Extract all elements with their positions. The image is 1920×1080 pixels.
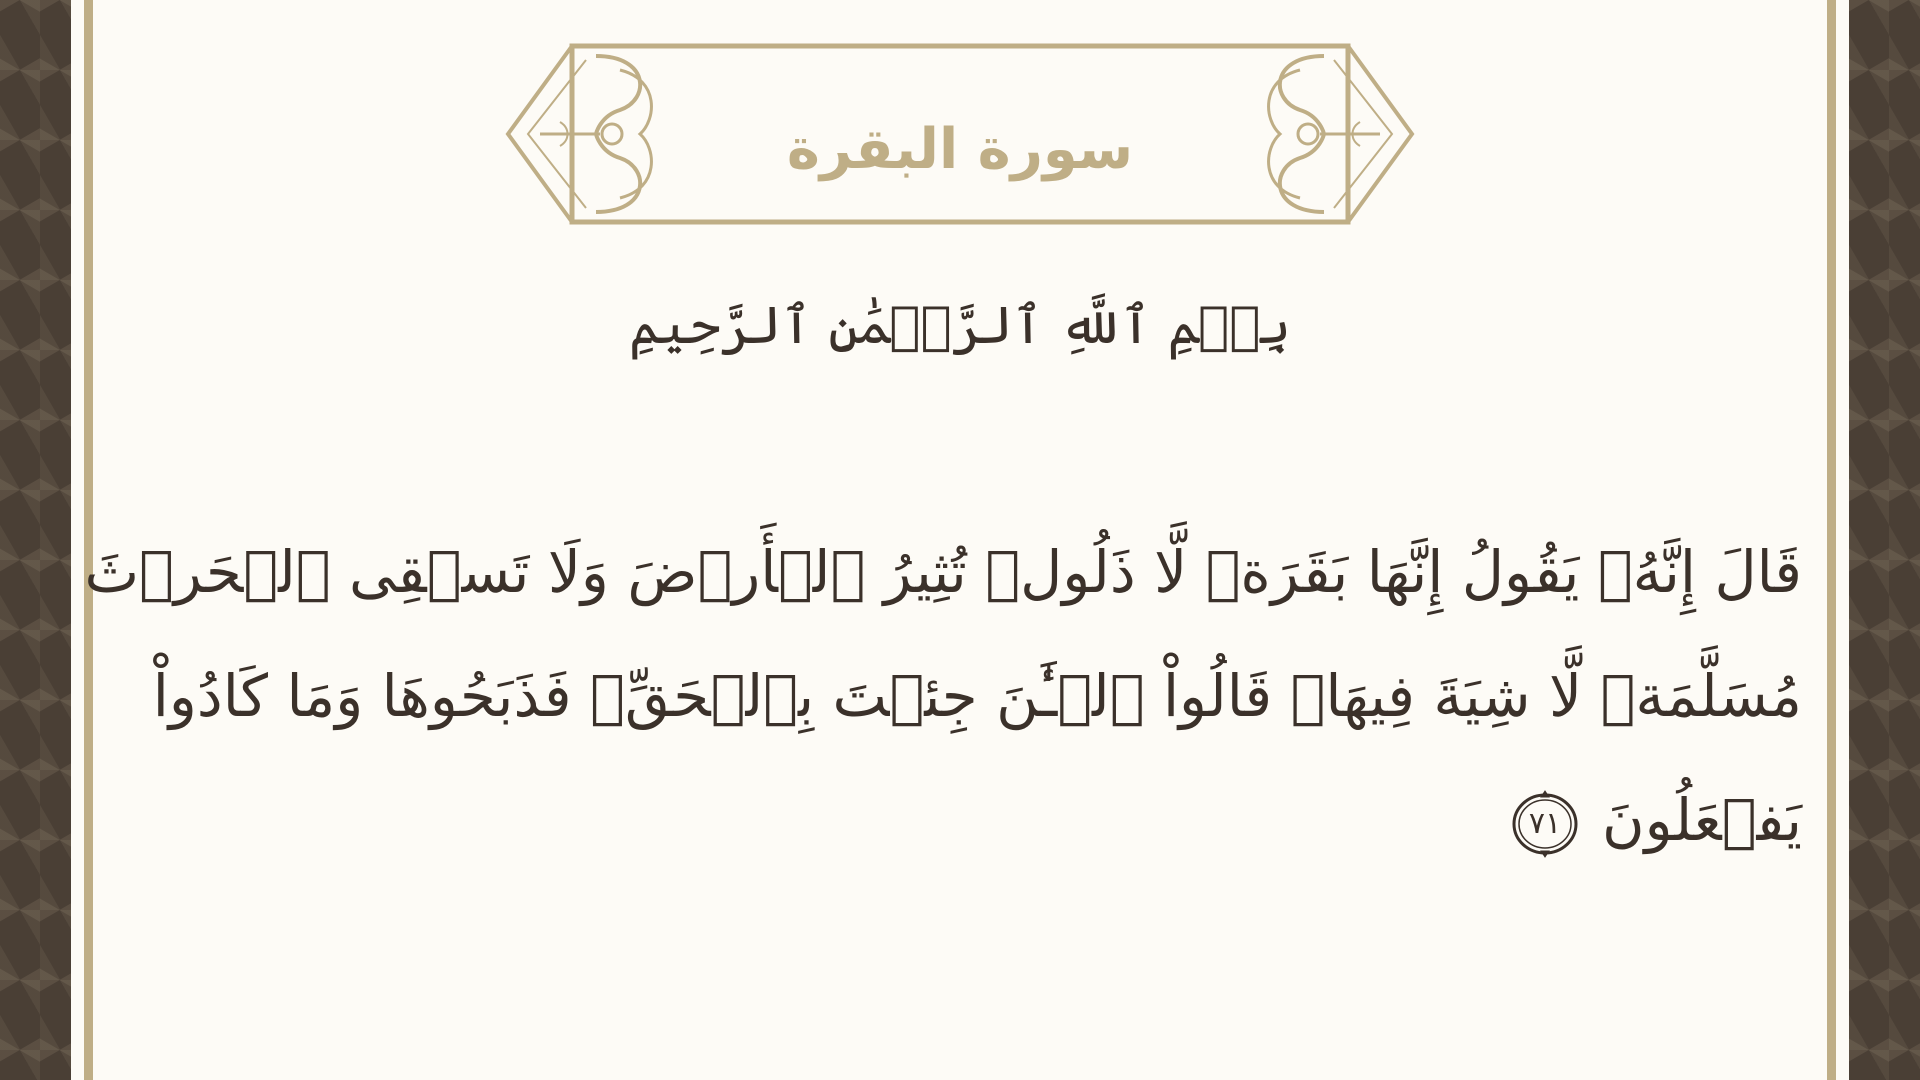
verse-line-1: قَالَ إِنَّهُۥ يَقُولُ إِنَّهَا بَقَرَةٞ لَّا ذَلُولٞ تُثِيرُ ٱلۡأَرۡضَ وَلَا تَسۡقِى ٱلۡحَرۡثَ [84,538,1802,606]
ayah-number-marker [1510,789,1580,859]
surah-title: سورة البقرة [786,117,1134,182]
right-gold-rule [1827,0,1836,1080]
verse-line-3-text: يَفۡعَلُونَ [1601,786,1802,854]
left-ornamental-border [0,0,71,1080]
right-ornamental-border [1849,0,1920,1080]
basmala: بِسۡمِ ٱللَّهِ ٱلرَّحۡمَٰنِ ٱلرَّحِيمِ [629,296,1291,356]
surah-title-frame [500,40,1420,228]
verse-line-3 [265,758,1802,882]
verse-text [84,510,1802,882]
ayah-number: ٧١ [1528,805,1562,841]
verse-line-2: مُسَلَّمَةٞ لَّا شِيَةَ فِيهَاۚ قَالُواْ ٱلۡـَٰٔنَ جِئۡتَ بِٱلۡحَقِّۚ فَذَبَحُوهَا وَمَا كَادُواْ [152,662,1802,730]
